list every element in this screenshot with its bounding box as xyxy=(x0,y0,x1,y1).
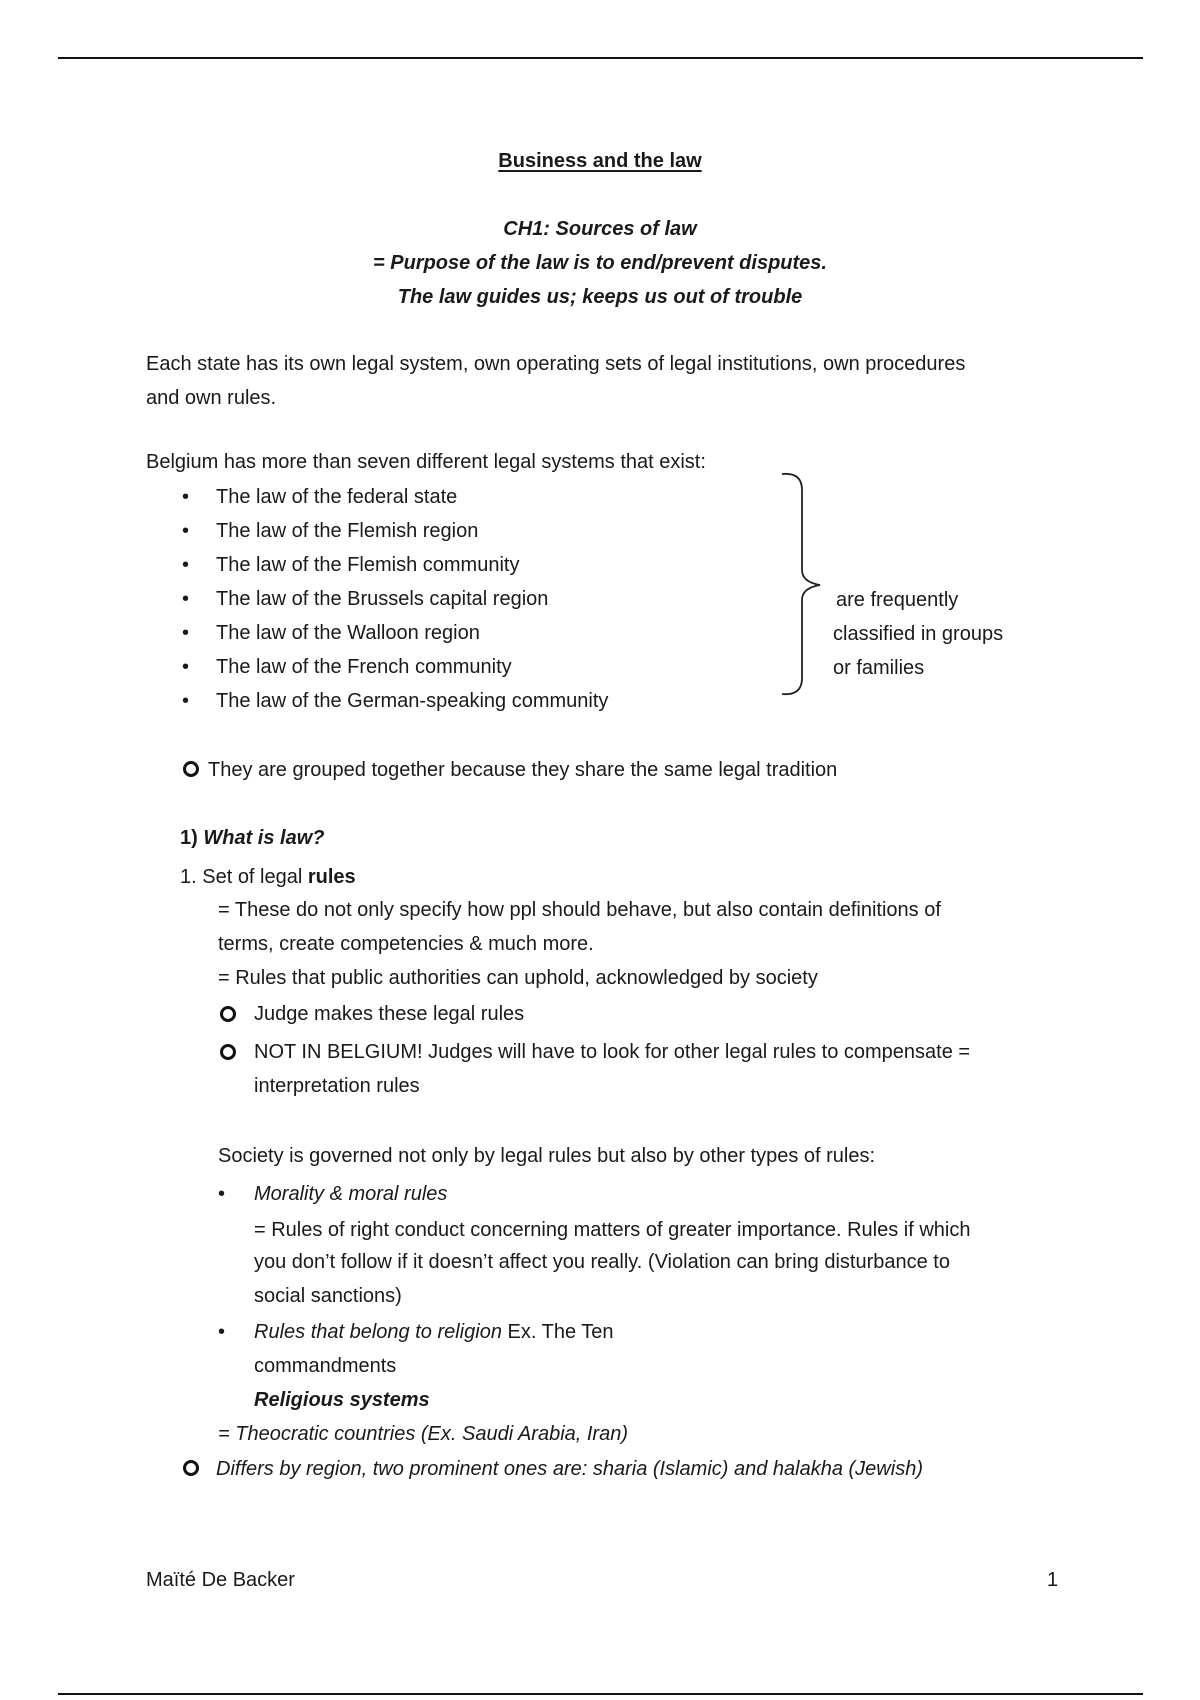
list-bullet: • xyxy=(182,656,190,678)
purpose-line: = Purpose of the law is to end/prevent disputes. xyxy=(373,252,827,274)
section-number: 1) xyxy=(180,827,198,849)
differs-line: Differs by region, two prominent ones are: sharia (Islamic) and halakha (Jewish) xyxy=(216,1458,923,1480)
brace-note-line-1: are frequently xyxy=(836,589,959,611)
list-bullet: • xyxy=(182,588,190,610)
morality-line-3: social sanctions) xyxy=(254,1285,402,1307)
point-1-prefix: 1. Set of legal xyxy=(180,866,308,888)
list-item: The law of the federal state xyxy=(216,486,458,508)
list-item: The law of the Brussels capital region xyxy=(216,588,549,610)
curly-brace-icon xyxy=(780,470,840,700)
list-bullet: • xyxy=(182,690,190,712)
religious-systems: Religious systems xyxy=(254,1389,430,1411)
religion-line-2: commandments xyxy=(254,1355,397,1377)
section-1-heading xyxy=(180,828,324,848)
morality-title: Morality & moral rules xyxy=(254,1183,448,1205)
society-line: Society is governed not only by legal rules but also by other types of rules: xyxy=(218,1145,876,1167)
point-1 xyxy=(180,867,356,887)
chapter-heading: CH1: Sources of law xyxy=(503,218,697,240)
point-1-bold: rules xyxy=(307,866,356,888)
theocratic-line: = Theocratic countries (Ex. Saudi Arabia, Iran) xyxy=(218,1423,628,1445)
list-item: The law of the German-speaking community xyxy=(216,690,609,712)
footer-rule xyxy=(58,1693,1143,1695)
guide-line: The law guides us; keeps us out of trouble xyxy=(397,286,803,308)
list-bullet: • xyxy=(182,622,190,644)
definition-2: = Rules that public authorities can uphold, acknowledged by society xyxy=(218,967,818,989)
judge-note-2-line-1: NOT IN BELGIUM! Judges will have to look for other legal rules to compensate = xyxy=(254,1041,971,1063)
circle-bullet-icon xyxy=(220,1044,236,1060)
list-bullet: • xyxy=(218,1183,226,1205)
grouped-note: They are grouped together because they share the same legal tradition xyxy=(208,759,838,781)
brace-note-line-3: or families xyxy=(833,657,925,679)
circle-bullet-icon xyxy=(183,761,199,777)
list-bullet: • xyxy=(182,486,190,508)
judge-note-2-line-2: interpretation rules xyxy=(254,1075,420,1097)
circle-bullet-icon xyxy=(183,1460,199,1476)
section-title: What is law? xyxy=(203,827,325,849)
intro-line-2: and own rules. xyxy=(146,387,277,409)
document-title: Business and the law xyxy=(498,150,702,172)
circle-bullet-icon xyxy=(220,1006,236,1022)
list-item: The law of the Flemish region xyxy=(216,520,479,542)
list-bullet: • xyxy=(182,554,190,576)
header-rule xyxy=(58,57,1143,59)
definition-1-line-2: terms, create competencies & much more. xyxy=(218,933,594,955)
religion-line-1 xyxy=(254,1322,614,1342)
footer-page-number: 1 xyxy=(1047,1569,1059,1591)
intro-line-1: Each state has its own legal system, own operating sets of legal institutions, own procedures xyxy=(146,353,966,375)
list-bullet: • xyxy=(218,1321,226,1343)
religion-plain: Ex. The Ten xyxy=(501,1321,614,1343)
religion-italic: Rules that belong to religion xyxy=(254,1321,502,1343)
brace-note-line-2: classified in groups xyxy=(833,623,1004,645)
list-item: The law of the French community xyxy=(216,656,512,678)
list-item: The law of the Walloon region xyxy=(216,622,480,644)
list-bullet: • xyxy=(182,520,190,542)
definition-1-line-1: = These do not only specify how ppl should behave, but also contain definitions of xyxy=(218,899,941,921)
belgium-lead: Belgium has more than seven different legal systems that exist: xyxy=(146,451,706,473)
list-item: The law of the Flemish community xyxy=(216,554,520,576)
footer-author: Maïté De Backer xyxy=(146,1569,295,1591)
morality-line-1: = Rules of right conduct concerning matters of greater importance. Rules if which xyxy=(254,1219,971,1241)
morality-line-2: you don’t follow if it doesn’t affect you really. (Violation can bring disturbance to xyxy=(254,1251,950,1273)
judge-note-1: Judge makes these legal rules xyxy=(254,1003,525,1025)
